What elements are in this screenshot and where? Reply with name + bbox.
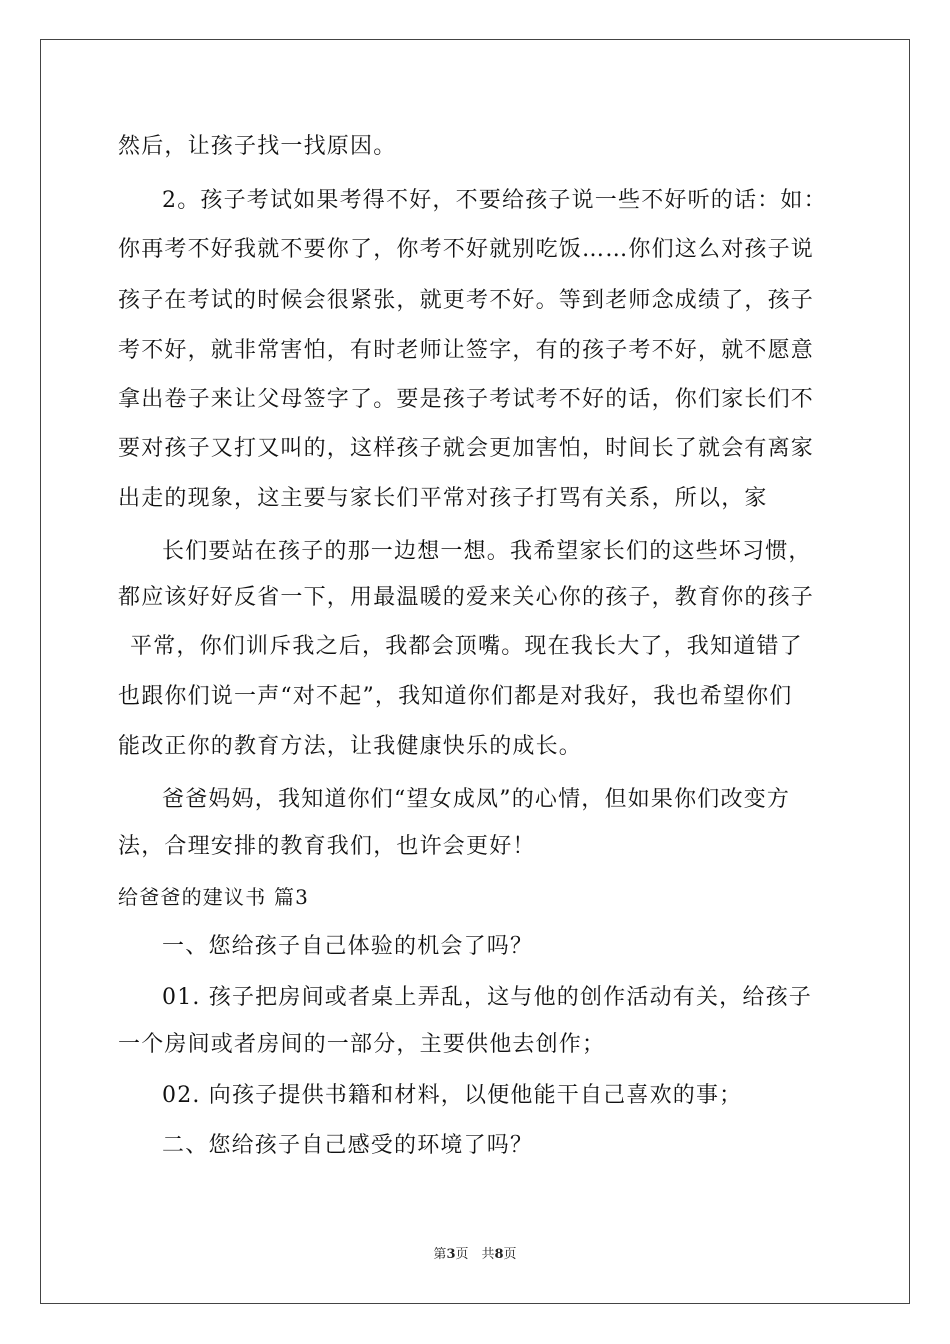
text-line-3: 你再考不好我就不要你了，你考不好就别吃饭……你们这么对孩子说 (118, 237, 815, 262)
text-line-15: 法，合理安排的教育我们，也许会更好！ (118, 834, 536, 859)
section-heading: 给爸爸的建议书 篇3 (118, 885, 310, 909)
text-line-7: 要对孩子又打又叫的，这样孩子就会更加害怕，时间长了就会有离家 (118, 436, 815, 461)
page-mid: 页 共 (455, 1247, 495, 1262)
text-line-5: 考不好，就非常害怕，有时老师让签字，有的孩子考不好，就不愿意 (118, 338, 815, 363)
text-line-2: 2。孩子考试如果考得不好，不要给孩子说一些不好听的话：如： (162, 188, 827, 213)
page-prefix: 第 (433, 1247, 447, 1262)
text-line-9: 长们要站在孩子的那一边想一想。我希望家长们的这些坏习惯， (162, 539, 812, 564)
text-line-13: 能改正你的教育方法，让我健康快乐的成长。 (118, 734, 583, 759)
page-suffix: 页 (503, 1247, 517, 1262)
page-total: 8 (494, 1247, 504, 1262)
text-line-17: 一、您给孩子自己体验的机会了吗？ (162, 934, 534, 959)
page-border (40, 39, 910, 1304)
text-line-1: 然后，让孩子找一找原因。 (118, 134, 397, 159)
page-current: 3 (446, 1247, 456, 1262)
text-line-6: 拿出卷子来让父母签字了。要是孩子考试考不好的话，你们家长们不 (118, 387, 815, 412)
text-line-19: 一个房间或者房间的一部分，主要供他去创作； (118, 1032, 606, 1057)
text-line-14: 爸爸妈妈，我知道你们“望女成凤”的心情，但如果你们改变方 (162, 787, 791, 812)
text-line-18: 01. 孩子把房间或者桌上弄乱，这与他的创作活动有关，给孩子 (162, 985, 812, 1010)
text-line-4: 孩子在考试的时候会很紧张，就更考不好。等到老师念成绩了，孩子 (118, 288, 815, 313)
text-line-8: 出走的现象，这主要与家长们平常对孩子打骂有关系，所以，家 (118, 486, 768, 511)
text-line-11: 平常，你们训斥我之后，我都会顶嘴。现在我长大了，我知道错了 (130, 634, 803, 659)
text-line-12: 也跟你们说一声“对不起”，我知道你们都是对我好，我也希望你们 (118, 684, 793, 709)
page-number-footer (0, 1246, 950, 1264)
text-line-21: 二、您给孩子自己感受的环境了吗？ (162, 1133, 534, 1158)
text-line-10: 都应该好好反省一下，用最温暖的爱来关心你的孩子，教育你的孩子 (118, 585, 815, 610)
text-line-20: 02. 向孩子提供书籍和材料，以便他能干自己喜欢的事； (162, 1083, 743, 1108)
